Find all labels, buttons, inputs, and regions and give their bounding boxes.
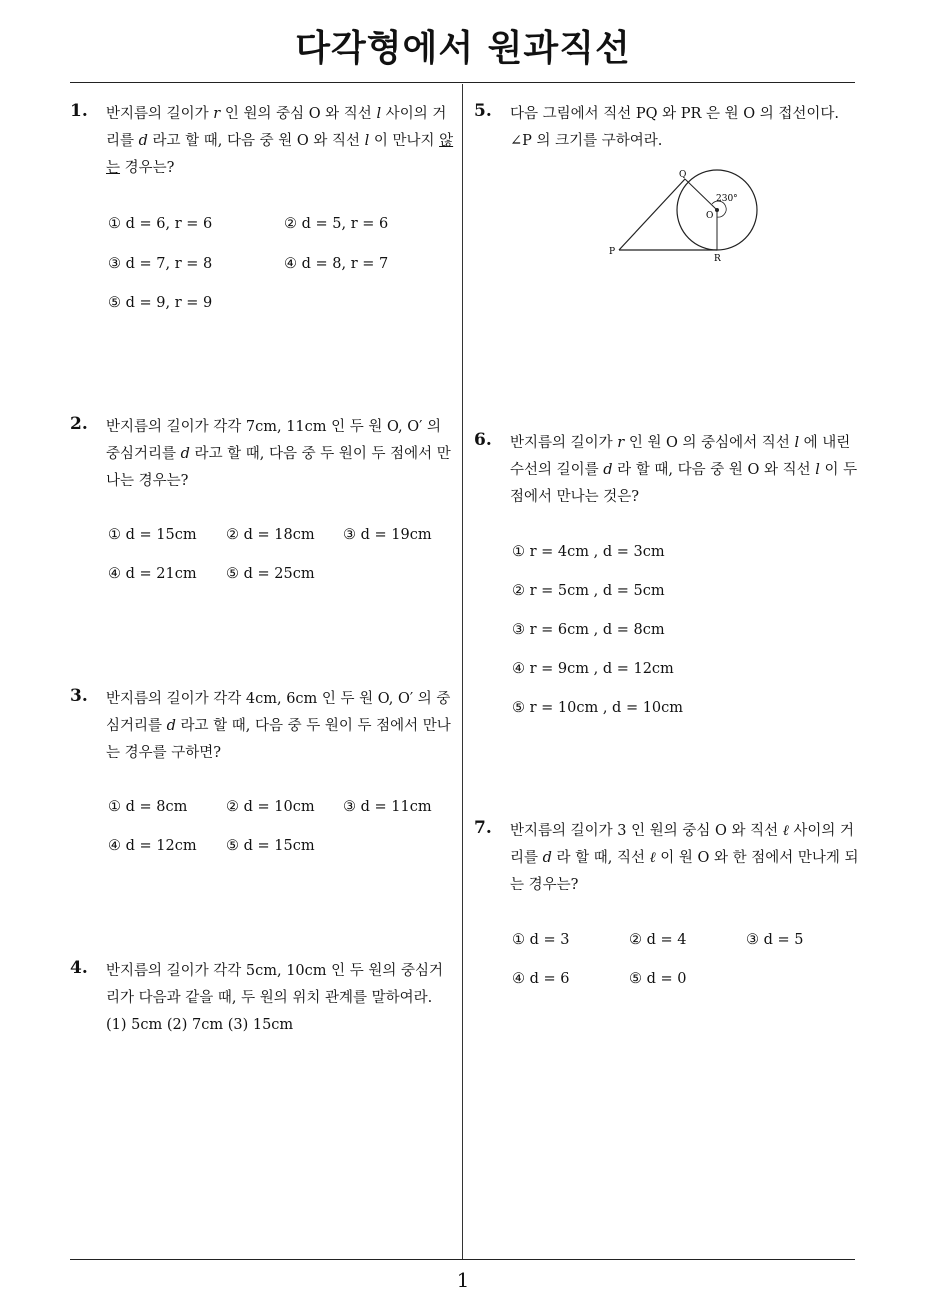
label-o: O	[706, 211, 714, 221]
label-p: P	[609, 247, 616, 257]
option-5[interactable]: ⑤ r = 10cm , d = 10cm	[512, 700, 684, 716]
option-5[interactable]: ⑤ d = 0	[629, 971, 687, 987]
angle-label: 230°	[716, 194, 738, 204]
option-2[interactable]: ② d = 18cm	[226, 527, 315, 543]
question-text: 반지름의 길이가 3 인 원의 중심 O 와 직선 ℓ 사이의 거리를 d 라 할 때, 직선 ℓ 이 원 O 와 한 점에서 만나게 되는 경우는?	[510, 823, 859, 893]
option-5[interactable]: ⑤ d = 15cm	[226, 838, 315, 854]
option-3[interactable]: ③ r = 6cm , d = 8cm	[512, 622, 665, 638]
option-1[interactable]: ① r = 4cm , d = 3cm	[512, 544, 665, 560]
option-1[interactable]: ① d = 6, r = 6	[108, 216, 213, 232]
label-r: R	[714, 254, 721, 264]
question-number: 6.	[474, 430, 492, 450]
radius-oq	[685, 179, 717, 210]
option-5[interactable]: ⑤ d = 9, r = 9	[108, 295, 213, 311]
question-number: 1.	[70, 101, 88, 121]
question-number: 4.	[70, 958, 88, 978]
option-4[interactable]: ④ d = 21cm	[108, 566, 197, 582]
option-1[interactable]: ① d = 3	[512, 932, 570, 948]
option-1[interactable]: ① d = 8cm	[108, 799, 188, 815]
option-3[interactable]: ③ d = 7, r = 8	[108, 256, 213, 272]
option-2[interactable]: ② d = 4	[629, 932, 687, 948]
tangent-figure	[600, 165, 770, 270]
option-3[interactable]: ③ d = 11cm	[343, 799, 432, 815]
question-number: 2.	[70, 414, 88, 434]
question-text: 반지름의 길이가 각각 4cm, 6cm 인 두 원 O, O′ 의 중심거리를 d 라고 할 때, 다음 중 두 원이 두 점에서 만나는 경우를 구하면?	[106, 691, 451, 761]
question-text: 반지름의 길이가 각각 7cm, 11cm 인 두 원 O, O′ 의 중심거리를 d 라고 할 때, 다음 중 두 원이 두 점에서 만나는 경우는?	[106, 419, 451, 489]
option-3[interactable]: ③ d = 19cm	[343, 527, 432, 543]
footer-rule	[70, 1259, 855, 1260]
option-5[interactable]: ⑤ d = 25cm	[226, 566, 315, 582]
option-2[interactable]: ② d = 5, r = 6	[284, 216, 389, 232]
question-text: 반지름의 길이가 r 인 원의 중심 O 와 직선 l 사이의 거리를 d 라고 할 때, 다음 중 원 O 와 직선 l 이 만나지 않는 경우는?	[106, 106, 454, 176]
question-text: 다음 그림에서 직선 PQ 와 PR 은 원 O 의 접선이다. ∠P 의 크기를 구하여라.	[510, 106, 840, 149]
label-q: Q	[679, 170, 687, 180]
option-4[interactable]: ④ d = 12cm	[108, 838, 197, 854]
question-number: 5.	[474, 101, 492, 121]
option-4[interactable]: ④ d = 8, r = 7	[284, 256, 389, 272]
question-number: 3.	[70, 686, 88, 706]
header-rule	[70, 82, 855, 83]
question-text: 반지름의 길이가 r 인 원 O 의 중심에서 직선 l 에 내린 수선의 길이를 d 라 할 때, 다음 중 원 O 와 직선 l 이 두 점에서 만나는 것은?	[510, 435, 858, 505]
option-3[interactable]: ③ d = 5	[746, 932, 804, 948]
question-text: 반지름의 길이가 각각 5cm, 10cm 인 두 원의 중심거리가 다음과 같을 때, 두 원의 위치 관계를 말하여라. (1) 5cm (2) 7cm (3) 15cm	[106, 963, 444, 1033]
center-o	[715, 208, 719, 212]
option-1[interactable]: ① d = 15cm	[108, 527, 197, 543]
page-title: 다각형에서 원과직선	[295, 28, 631, 69]
page-number: 1	[456, 1268, 470, 1292]
option-2[interactable]: ② d = 10cm	[226, 799, 315, 815]
tangent-pq	[619, 179, 685, 250]
option-4[interactable]: ④ r = 9cm , d = 12cm	[512, 661, 674, 677]
option-4[interactable]: ④ d = 6	[512, 971, 570, 987]
column-divider	[462, 84, 463, 1259]
option-2[interactable]: ② r = 5cm , d = 5cm	[512, 583, 665, 599]
question-number: 7.	[474, 818, 492, 838]
